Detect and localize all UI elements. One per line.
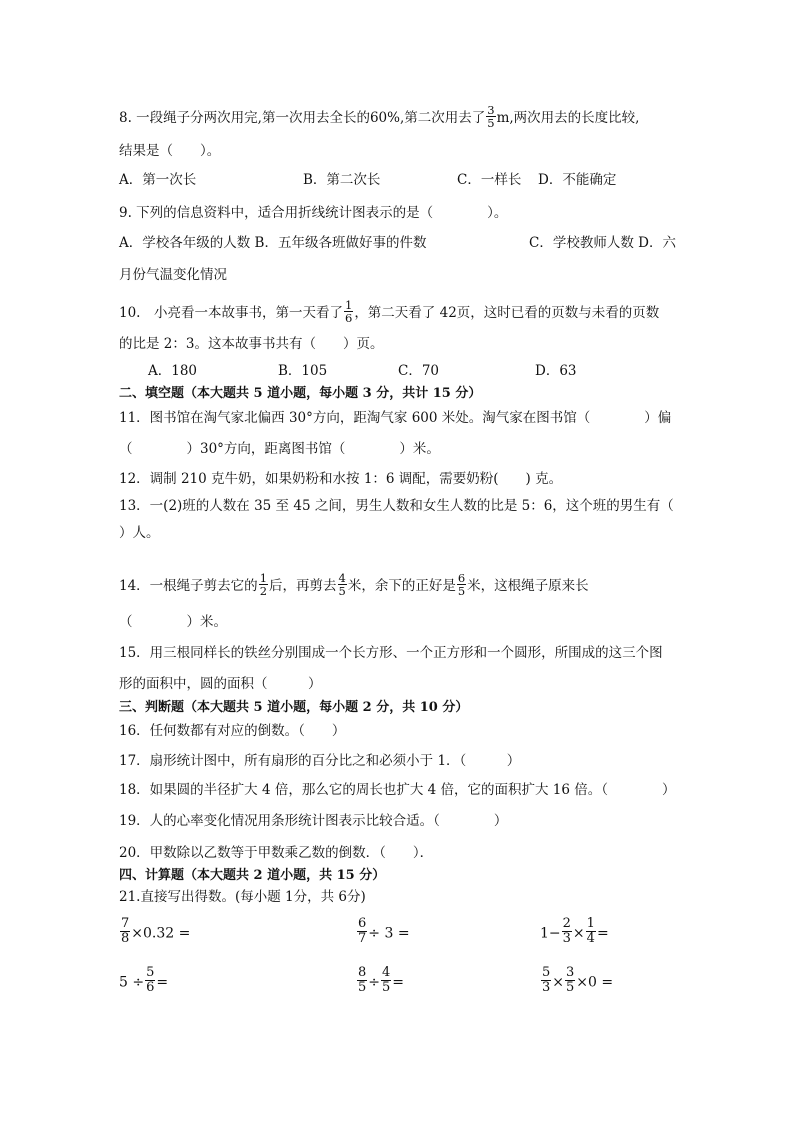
question-20: 20．甲数除以乙数等于甲数乘乙数的倒数．（ ）． [119, 845, 434, 861]
option-a: A．第一次长 [119, 172, 197, 188]
question-8-line1: 8. 一段绳子分两次用完,第一次用去全长的60%,第二次用去了 $\frac{3}{5}$ m,两次用去的长度比较, [119, 103, 640, 130]
question-21: 21.直接写出得数。(每小题 1分，共 6分) [119, 889, 366, 905]
question-8-line2: 结果是（ ）。 [119, 143, 221, 159]
option-a: A．180 [148, 363, 198, 379]
section-3-heading: 三、判断题（本大题共 5 道小题，每小题 2 分，共 10 分） [119, 700, 469, 715]
question-19: 19．人的心率变化情况用条形统计图表示比较合适。（ ） [119, 813, 508, 829]
section-2-heading: 二、填空题（本大题共 5 道小题，每小题 3 分，共计 15 分） [119, 386, 482, 401]
question-12: 12．调制 210 克牛奶，如果奶粉和水按 1：6 调配，需要奶粉( ) 克。 [119, 471, 563, 487]
option-d: D．不能确定 [538, 172, 617, 188]
option-b: B．第二次长 [303, 172, 381, 188]
fraction: $\frac{4}{5}$ [338, 571, 346, 598]
option-c: C．70 [398, 363, 440, 379]
section-4-heading: 四、计算题（本大题共 2 道小题，共 15 分） [119, 868, 386, 883]
calc-expression-1: $\frac{7}{8}$ ×0.32 = [121, 916, 191, 946]
question-18: 18．如果圆的半径扩大 4 倍，那么它的周长也扩大 4 倍，它的面积扩大 16 倍。（ ） [119, 782, 676, 798]
calc-expression-2: $\frac{6}{7}$ ÷ 3 = [358, 916, 410, 946]
option-d: D．63 [535, 363, 577, 379]
calc-expression-4: 5 ÷ $\frac{5}{6}$ = [119, 965, 169, 995]
question-9-line1: 9. 下列的信息资料中，适合用折线统计图表示的是（ ）。 [119, 205, 508, 221]
calc-expression-6: $\frac{5}{3}$ × $\frac{3}{5}$ ×0 = [542, 965, 614, 995]
question-16: 16．任何数都有对应的倒数。（ ） [119, 723, 346, 739]
fraction: $\frac{3}{5}$ [487, 103, 495, 130]
calc-expression-5: $\frac{8}{5}$ ÷ $\frac{4}{5}$ = [358, 965, 405, 995]
question-14-line1: 14．一根绳子剪去它的 $\frac{1}{2}$ 后，再剪去 $\frac{4}{5}$ 米，余下的正好是 $\frac{6}{5}$ 米，这根绳子原来长 [119, 571, 589, 598]
question-9-line2: A．学校各年级的人数 B．五年级各班做好事的件数 C．学校教师人数 D．六 [119, 235, 676, 251]
fraction: $\frac{6}{5}$ [457, 571, 466, 598]
option-c: C．一样长 [457, 172, 522, 188]
question-15-line2: 形的面积中，圆的面积（ ） [119, 676, 322, 692]
fraction: $\frac{1}{6}$ [344, 298, 353, 325]
option-b: B．105 [278, 363, 328, 379]
calc-expression-3: 1− $\frac{2}{3}$ × $\frac{1}{4}$ = [540, 916, 609, 946]
question-10-line2: 的比是 2：3。这本故事书共有（ ）页。 [119, 336, 384, 352]
question-13-line2: ）人。 [119, 525, 160, 541]
question-11-line2: （ ）30°方向，距离图书馆（ ）米。 [119, 441, 440, 457]
question-8-options [119, 170, 676, 190]
question-9-line3: 月份气温变化情况 [119, 267, 227, 283]
question-10-line1: 10. 小亮看一本故事书，第一天看了 $\frac{1}{6}$ ，第二天看了 42页，这时已看的页数与未看的页数 [119, 298, 660, 325]
fraction: $\frac{1}{2}$ [259, 571, 268, 598]
question-15-line1: 15．用三根同样长的铁丝分别围成一个长方形、一个正方形和一个圆形，所围成的这三个图 [119, 645, 663, 661]
question-14-line2: （ ）米。 [119, 614, 227, 630]
question-13-line1: 13．一(2)班的人数在 35 至 45 之间，男生人数和女生人数的比是 5：6，这个班的男生有（ [119, 498, 674, 514]
question-11-line1: 11．图书馆在淘气家北偏西 30°方向，距淘气家 600 米处。淘气家在图书馆（ ）偏 [119, 410, 672, 426]
question-10-options [119, 361, 676, 381]
question-17: 17．扇形统计图中，所有扇形的百分比之和必须小于 1．（ ） [119, 753, 521, 769]
